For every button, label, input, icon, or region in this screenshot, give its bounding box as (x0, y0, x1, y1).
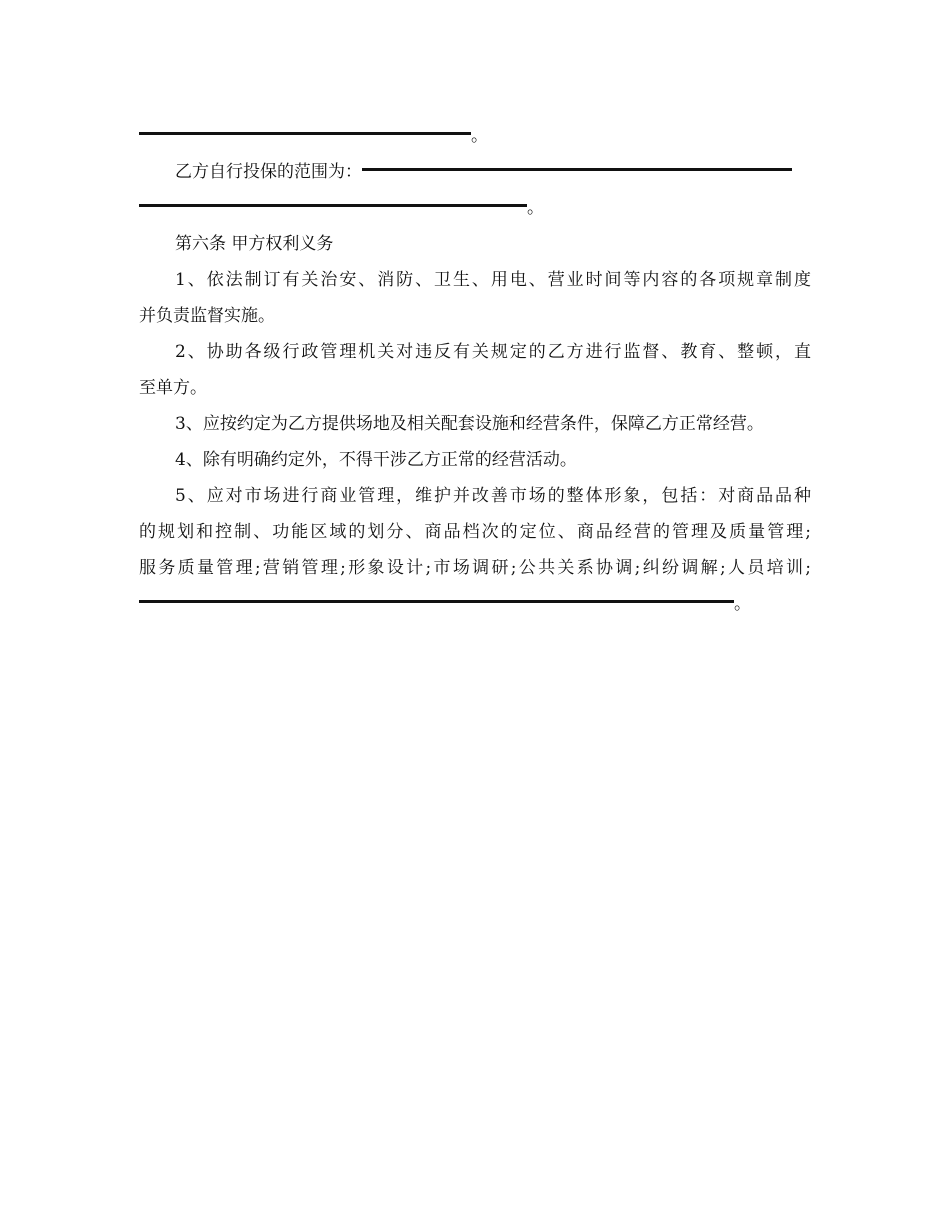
item-1-line-2: 并负责监督实施。 (139, 306, 275, 326)
self-insure-line (139, 154, 811, 190)
fill-line-last (139, 586, 811, 622)
blank-underline (139, 132, 471, 135)
item-5-line-2: 的规划和控制、功能区域的划分、商品档次的定位、商品经营的管理及质量管理; (139, 522, 811, 542)
blank-underline (362, 168, 792, 171)
period: 。 (527, 198, 544, 218)
blank-underline (139, 204, 527, 207)
period: 。 (734, 594, 751, 614)
fill-line-3 (139, 190, 811, 226)
item-5-line-1: 5、应对市场进行商业管理，维护并改善市场的整体形象，包括：对商品品种 (175, 486, 811, 506)
article-6-heading (139, 226, 811, 262)
item-2-line-1: 2、协助各级行政管理机关对违反有关规定的乙方进行监督、教育、整顿，直 (175, 342, 811, 362)
self-insure-label: 乙方自行投保的范围为： (175, 162, 362, 182)
item-2-line-2: 至单方。 (139, 378, 207, 398)
item-5-line-3: 服务质量管理;营销管理;形象设计;市场调研;公共关系协调;纠纷调解;人员培训; (139, 558, 811, 578)
fill-line-1 (139, 118, 811, 154)
item-3: 3、应按约定为乙方提供场地及相关配套设施和经营条件，保障乙方正常经营。 (175, 414, 764, 434)
period: 。 (471, 126, 488, 146)
item-4: 4、除有明确约定外，不得干涉乙方正常的经营活动。 (175, 450, 577, 470)
document-body (139, 118, 811, 622)
item-1-line-1: 1、依法制订有关治安、消防、卫生、用电、营业时间等内容的各项规章制度 (175, 270, 811, 290)
article-6-title: 第六条 甲方权利义务 (175, 234, 334, 254)
blank-underline (139, 600, 734, 603)
